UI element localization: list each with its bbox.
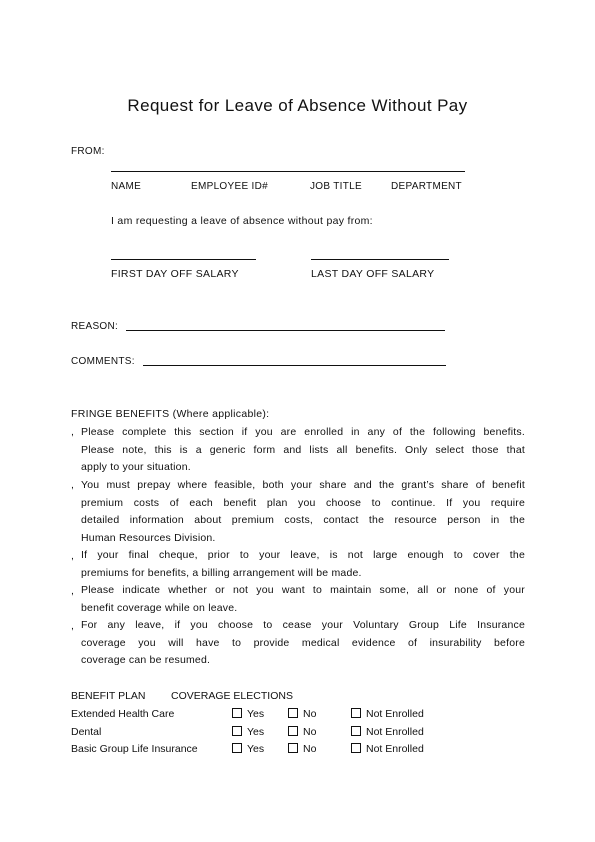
checkbox-icon[interactable] <box>351 708 361 718</box>
field-department-label: DEPARTMENT <box>391 181 462 192</box>
last-day-line[interactable] <box>311 259 449 260</box>
checkbox-no[interactable]: No <box>288 708 316 720</box>
fringe-item-1: Please complete this section if you are enrolled in any of the following benefits. Please note, this is a generic form and lists all benefits. Only select those that apply to your situation. <box>81 426 525 474</box>
bullet-4: , <box>71 585 74 597</box>
checkbox-not-enrolled[interactable]: Not Enrolled <box>351 743 424 755</box>
checkbox-icon[interactable] <box>351 743 361 753</box>
checkbox-no[interactable]: No <box>288 743 316 755</box>
benefit-plan-header: BENEFIT PLAN <box>71 690 146 702</box>
coverage-elections-header: COVERAGE ELECTIONS <box>171 690 293 702</box>
fringe-item-3: If your final cheque, prior to your leave, is not large enough to cover the premiums for benefits, a billing arrangement will be made. <box>81 549 525 579</box>
bullet-3: , <box>71 550 74 562</box>
field-name-label: NAME <box>111 181 142 192</box>
from-line[interactable] <box>111 171 465 172</box>
reason-line[interactable] <box>126 330 445 331</box>
bullet-1: , <box>71 426 74 438</box>
field-job-title-label: JOB TITLE <box>310 181 362 192</box>
plan-dental: Dental <box>71 726 102 738</box>
page-title: Request for Leave of Absence Without Pay <box>127 96 468 115</box>
comments-line[interactable] <box>143 365 446 366</box>
checkbox-not-enrolled[interactable]: Not Enrolled <box>351 708 424 720</box>
field-employee-id-label: EMPLOYEE ID# <box>191 181 268 192</box>
checkbox-icon[interactable] <box>232 726 242 736</box>
bullet-2: , <box>71 479 74 491</box>
from-label: FROM: <box>71 146 105 157</box>
checkbox-icon[interactable] <box>351 726 361 736</box>
checkbox-icon[interactable] <box>288 708 298 718</box>
checkbox-not-enrolled[interactable]: Not Enrolled <box>351 726 424 738</box>
fringe-item-4: Please indicate whether or not you want to maintain some, all or none of your benefit coverage while on leave. <box>81 584 525 614</box>
reason-label: REASON: <box>71 321 119 332</box>
first-day-line[interactable] <box>111 259 256 260</box>
fringe-item-5: For any leave, if you choose to cease your Voluntary Group Life Insurance coverage you will have to provide medical evidence of insurability before coverage can be resumed. <box>81 619 525 667</box>
fringe-item-2: You must prepay where feasible, both your share and the grant’s share of benefit premium costs of each benefit plan you choose to continue. If you require detailed information about premium costs, contact the resource person in the Human Resources Division. <box>81 479 525 544</box>
plan-basic-group-life: Basic Group Life Insurance <box>71 743 198 755</box>
checkbox-yes[interactable]: Yes <box>232 708 264 720</box>
fringe-heading: FRINGE BENEFITS (Where applicable): <box>71 408 270 420</box>
checkbox-no[interactable]: No <box>288 726 316 738</box>
checkbox-yes[interactable]: Yes <box>232 726 264 738</box>
request-text: I am requesting a leave of absence without pay from: <box>111 215 373 227</box>
first-day-label: FIRST DAY OFF SALARY <box>111 268 239 280</box>
last-day-label: LAST DAY OFF SALARY <box>311 268 435 280</box>
checkbox-icon[interactable] <box>288 726 298 736</box>
checkbox-yes[interactable]: Yes <box>232 743 264 755</box>
checkbox-icon[interactable] <box>288 743 298 753</box>
bullet-5: , <box>71 620 74 632</box>
checkbox-icon[interactable] <box>232 708 242 718</box>
checkbox-icon[interactable] <box>232 743 242 753</box>
comments-label: COMMENTS: <box>71 356 135 367</box>
plan-extended-health: Extended Health Care <box>71 708 175 720</box>
